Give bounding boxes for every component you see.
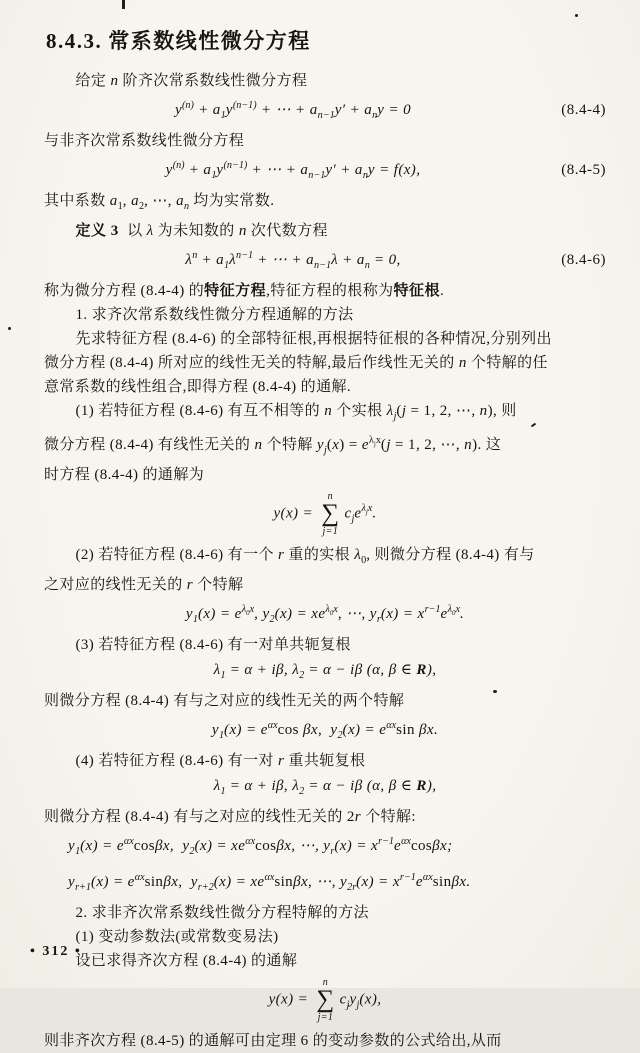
scan-speck (575, 14, 578, 17)
case-2-solutions: $y_1(x) = e^{\lambda_0x}$, $y_2(x) = xe^{\lambda_0x}$, ⋯, $y_r(x) = x^{r-1}e^{\lambda_0x}$. (185, 603, 465, 625)
case-4-line1: (4) 若特征方程 (8.4-6) 有一对 r 重共轭复根 (75, 752, 366, 769)
closing-line: 则非齐次方程 (8.4-5) 的通解可由定理 6 的变动参数的公式给出,从而 (44, 1032, 502, 1049)
case-4-solutions-cos: $y_1(x) = e^{\alpha x}\cos\beta x$, $y_2(x) = xe^{\alpha x}\cos\beta x$, ⋯, $y_r(x) = x^{r-1}e^{\alpha x}\cos\beta x$; (68, 835, 453, 857)
scan-speck (8, 327, 11, 330)
definition-3: 定义 3 以 λ 为未知数的 n 次代数方程 (75, 223, 328, 239)
equation-number: (8.4-6) (561, 252, 606, 268)
case-2-line2: 之对应的线性无关的 r 个特解 (44, 576, 244, 593)
page-content (44, 28, 606, 1053)
scan-speck (122, 0, 125, 9)
page-number: • 312 • (30, 944, 82, 959)
case-1-line2: 微分方程 (8.4-4) 有线性无关的 n 个特解 $y_j(x) = e^{\lambda_jx}(j = 1$, 2, ⋯, n). 这 (44, 435, 502, 456)
section-number: 8.4.3. (46, 29, 103, 53)
case-1-line1: (1) 若特征方程 (8.4-6) 有互不相等的 n 个实根 $\lambda_j(j = 1$, 2, ⋯, n), 则 (75, 403, 517, 422)
method-2-sub1: (1) 变动参数法(或常数变易法) (75, 928, 279, 945)
method-1-para-line1: 先求特征方程 (8.4-6) 的全部特征根,再根据特征根的各种情况,分别列出 (75, 331, 552, 347)
formula: $\lambda^n + a_1\lambda^{n-1}$ + ⋯ + $a_{n-1}\lambda + a_n = 0$, (185, 250, 401, 271)
case-1-line3: 时方程 (8.4-4) 的通解为 (44, 467, 205, 483)
intro-nonhomogeneous: 与非齐次常系数线性微分方程 (44, 133, 245, 149)
characteristic-equation-note: 称为微分方程 (8.4-4) 的特征方程,特征方程的根称为特征根. (44, 283, 445, 299)
coefficients-note: 其中系数 $a_1$, $a_2$, ⋯, $a_n$ 均为实常数. (44, 193, 275, 212)
equation-number: (8.4-5) (561, 162, 606, 178)
formula: $y^{(n)} + a_1y^{(n-1)}$ + ⋯ + $a_{n-1}y' + a_ny = f(x)$, (165, 160, 421, 181)
homogeneous-solution-sum: y(x) = n ∑ j=1 $c_jy_j(x)$, (268, 976, 382, 1023)
case-4-roots: $\lambda_1 = \alpha + i\beta$, $\lambda_2 = \alpha - i\beta$ (α, β ∈ R), (213, 777, 437, 797)
method-1-para-line3: 意常系数的线性组合,即得方程 (8.4-4) 的通解. (44, 379, 352, 395)
case-3-roots: $\lambda_1 = \alpha + i\beta$, $\lambda_2 = \alpha - i\beta$ (α, β ∈ R), (213, 661, 437, 681)
method-2-para: 设已求得齐次方程 (8.4-4) 的通解 (75, 952, 298, 969)
case-2-line1: (2) 若特征方程 (8.4-6) 有一个 r 重的实根 $\lambda_0$, 则微分方程 (8.4-4) 有与 (75, 546, 535, 566)
general-solution-sum: y(x) = n ∑ j=1 $c_je^{\lambda_jx}$. (273, 491, 377, 537)
equation-number: (8.4-4) (561, 102, 606, 118)
section-title-text: 常系数线性微分方程 (108, 29, 311, 53)
method-1-heading: 1. 求齐次常系数线性微分方程通解的方法 (75, 307, 354, 323)
method-2-heading: 2. 求非齐次常系数线性微分方程特解的方法 (75, 904, 369, 921)
eq-8-4-6 (44, 243, 606, 279)
section-title (46, 28, 606, 54)
formula: $y^{(n)} + a_1y^{(n-1)}$ + ⋯ + $a_{n-1}y' + a_ny = 0$ (174, 100, 412, 121)
case-3-line1: (3) 若特征方程 (8.4-6) 有一对单共轭复根 (75, 636, 351, 653)
intro-homogeneous: 给定 n 阶齐次常系数线性微分方程 (75, 73, 308, 89)
method-1-para-line2: 微分方程 (8.4-4) 所对应的线性无关的特解,最后作线性无关的 n 个特解的任 (44, 355, 548, 371)
eq-8-4-4 (44, 93, 606, 129)
case-4-line2: 则微分方程 (8.4-4) 有与之对应的线性无关的 2r 个特解: (44, 808, 416, 825)
case-3-line2: 则微分方程 (8.4-4) 有与之对应的线性无关的两个特解 (44, 692, 405, 709)
content-lines (44, 69, 606, 1053)
case-3-solutions: $y_1(x) = e^{\alpha x}\cos$ βx, $y_2(x) = e^{\alpha x}\sin$ βx. (211, 719, 439, 741)
case-4-solutions-sin: $y_{r+1}(x) = e^{\alpha x}\sin\beta x$, $y_{r+2}(x) = xe^{\alpha x}\sin\beta x$, ⋯, $y_{2r}(x) = x^{r-1}e^{\alpha x}\sin\beta x$. (68, 871, 471, 893)
eq-8-4-5 (44, 153, 606, 189)
